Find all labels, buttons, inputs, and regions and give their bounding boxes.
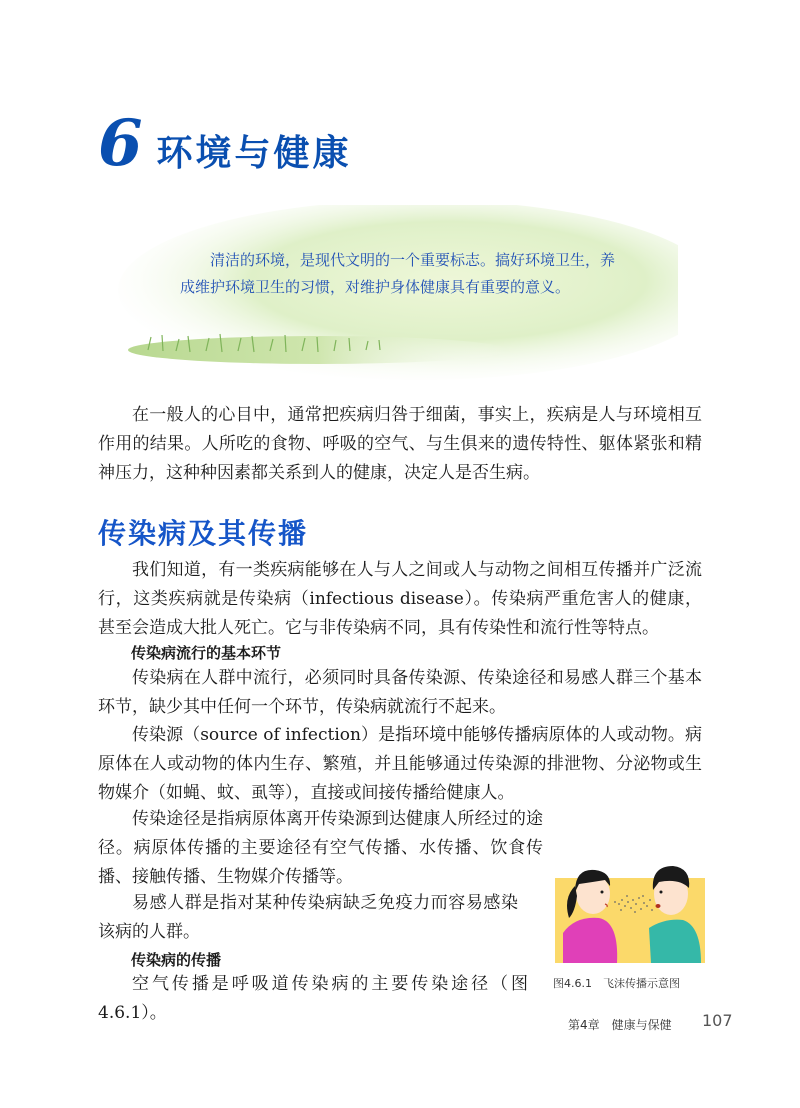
- droplet-illustration: [555, 838, 705, 963]
- opening-paragraph: 在一般人的心目中，通常把疾病归咎于细菌，事实上，疾病是人与环境相互作用的结果。人所吃的食物、呼吸的空气、与生俱来的遗传特性、躯体紧张和精神压力，这种种因素都关系到人的健康，决定人是否生病。: [98, 405, 702, 483]
- footer-chapter: 第4章 健康与保健: [568, 1018, 672, 1032]
- page-number: 107: [702, 1011, 733, 1030]
- figure-caption: 图4.6.1 飞沫传播示意图: [553, 977, 680, 990]
- chapter-heading: [98, 106, 352, 181]
- section-paragraph-1: 我们知道，有一类疾病能够在人与人之间或人与动物之间相互传播并广泛流行，这类疾病就是传染病（infectious disease）。传染病严重危害人的健康，甚至会造成大批人死亡。它与非传染病不同，具有传染性和流行性等特点。: [98, 560, 702, 638]
- section-title: 传染病及其传播: [98, 517, 309, 550]
- chapter-title: 环境与健康: [156, 133, 352, 174]
- intro-box: [118, 205, 678, 385]
- intro-text: 清洁的环境，是现代文明的一个重要标志。搞好环境卫生，养成维护环境卫生的习惯，对维护身体健康具有重要的意义。: [180, 251, 616, 296]
- section-paragraph-4: 传染途径是指病原体离开传染源到达健康人所经过的途径。病原体传播的主要途径有空气传播、水传播、饮食传播、接触传播、生物媒介传播等。: [98, 809, 543, 887]
- chapter-number: 6: [98, 106, 143, 181]
- section-paragraph-6: 空气传播是呼吸道传染病的主要传染途径（图4.6.1）。: [98, 974, 528, 1023]
- section-paragraph-2: 传染病在人群中流行，必须同时具备传染源、传染途径和易感人群三个基本环节，缺少其中任何一个环节，传染病就流行不起来。: [98, 668, 702, 717]
- section-paragraph-5: 易感人群是指对某种传染病缺乏免疫力而容易感染该病的人群。: [98, 893, 518, 942]
- subheading-transmission: 传染病的传播: [131, 951, 222, 969]
- section-paragraph-3: 传染源（source of infection）是指环境中能够传播病原体的人或动物。病原体在人或动物的体内生存、繁殖，并且能够通过传染源的排泄物、分泌物或生物媒介（如蝇、蚊、虱等），直接或间接传播给健康人。: [98, 725, 702, 803]
- droplet-figure: [555, 838, 705, 963]
- subheading-basic-links: 传染病流行的基本环节: [131, 644, 282, 662]
